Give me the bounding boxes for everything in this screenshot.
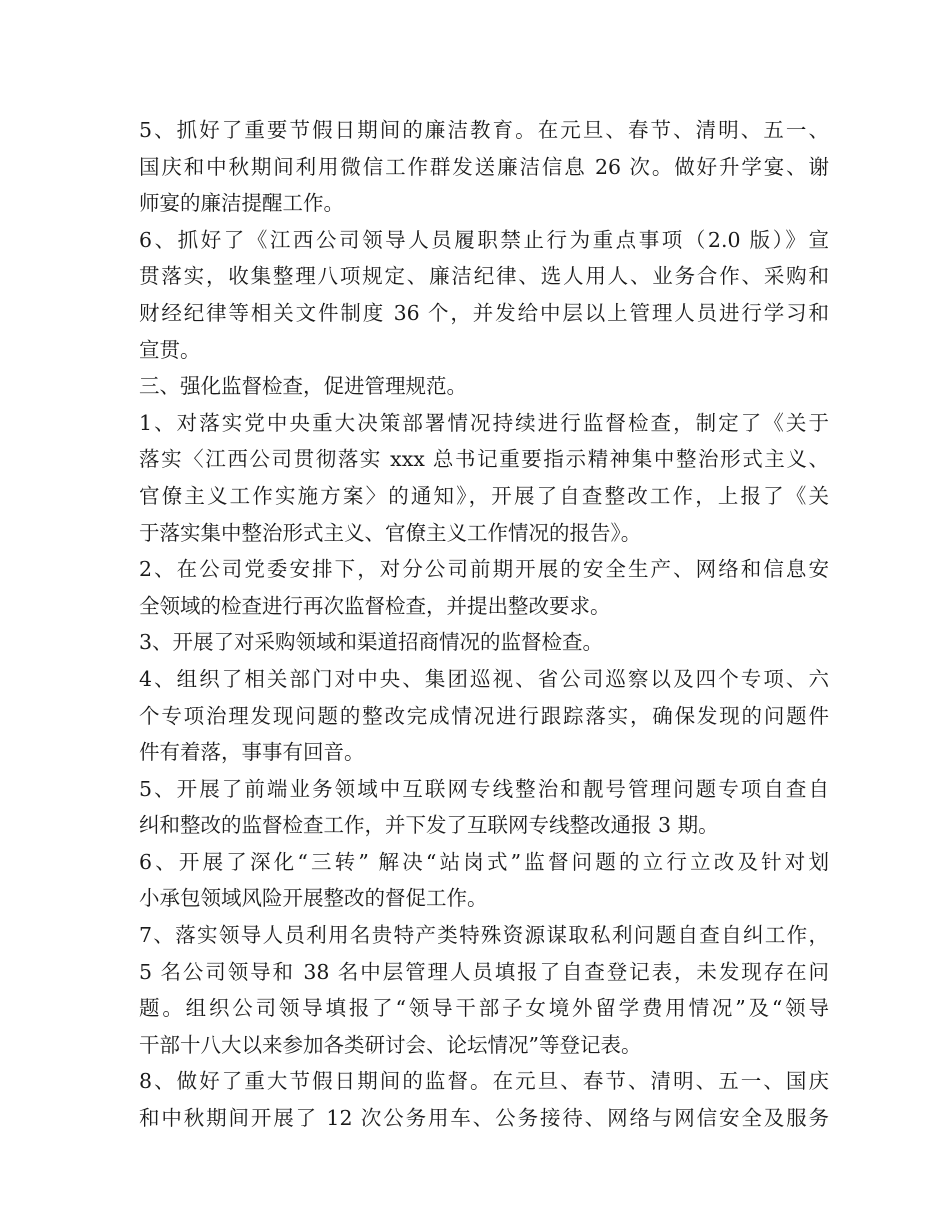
text-line: 干部十八大以来参加各类研讨会、论坛情况”等登记表。 (139, 1032, 642, 1057)
text-line: 财经纪律等相关文件制度 36 个，并发给中层以上管理人员进行学习和 (139, 300, 829, 325)
text-line: 小承包领域风险开展整改的督促工作。 (139, 886, 488, 911)
text-line: 纠和整改的监督检查工作，并下发了互联网专线整改通报 3 期。 (139, 813, 719, 838)
text-line: 7、落实领导人员利用名贵特产类特殊资源谋取私利问题自查自纠工作， (139, 923, 829, 948)
text-line: 于落实集中整治形式主义、官僚主义工作情况的报告》。 (139, 520, 642, 545)
text-line: 题。组织公司领导填报了“领导干部子女境外留学费用情况”及“领导 (139, 996, 829, 1021)
text-line: 5、抓好了重要节假日期间的廉洁教育。在元旦、春节、清明、五一、 (139, 118, 829, 142)
text-line: 8、做好了重大节假日期间的监督。在元旦、春节、清明、五一、国庆 (139, 1069, 829, 1094)
text-line: 师宴的廉洁提醒工作。 (139, 191, 344, 216)
text-line: 落实〈江西公司贯彻落实 xxx 总书记重要指示精神集中整治形式主义、 (139, 447, 829, 472)
section-heading: 三、强化监督检查，促进管理规范。 (139, 374, 467, 399)
text-line: 5、开展了前端业务领域中互联网专线整治和靓号管理问题专项自查自 (139, 776, 829, 801)
text-line: 全领域的检查进行再次监督检查，并提出整改要求。 (139, 593, 611, 618)
text-line: 6、开展了深化“三转” 解决“站岗式”监督问题的立行立改及针对划 (139, 849, 829, 874)
text-line: 和中秋期间开展了 12 次公务用车、公务接待、网络与网信安全及服务 (139, 1106, 829, 1131)
text-line: 贯落实，收集整理八项规定、廉洁纪律、选人用人、业务合作、采购和 (139, 264, 829, 289)
text-line: 2、在公司党委安排下，对分公司前期开展的安全生产、网络和信息安 (139, 557, 829, 582)
text-line: 个专项治理发现问题的整改完成情况进行跟踪落实，确保发现的问题件 (139, 703, 829, 728)
text-line: 官僚主义工作实施方案〉的通知》，开展了自查整改工作，上报了《关 (139, 483, 829, 508)
document-body (139, 112, 829, 1137)
text-line: 3、开展了对采购领域和渠道招商情况的监督检查。 (139, 630, 604, 655)
text-line: 1、对落实党中央重大决策部署情况持续进行监督检查，制定了《关于 (139, 410, 829, 435)
text-line: 4、组织了相关部门对中央、集团巡视、省公司巡察以及四个专项、六 (139, 666, 829, 691)
text-line: 国庆和中秋期间利用微信工作群发送廉洁信息 26 次。做好升学宴、谢 (139, 154, 829, 179)
text-line: 宣贯。 (139, 337, 201, 362)
text-line: 5 名公司领导和 38 名中层管理人员填报了自查登记表，未发现存在问 (139, 959, 829, 984)
text-line: 件有着落，事事有回音。 (139, 740, 365, 765)
text-line: 6、抓好了《江西公司领导人员履职禁止行为重点事项（2.0 版）》宣 (139, 227, 829, 252)
